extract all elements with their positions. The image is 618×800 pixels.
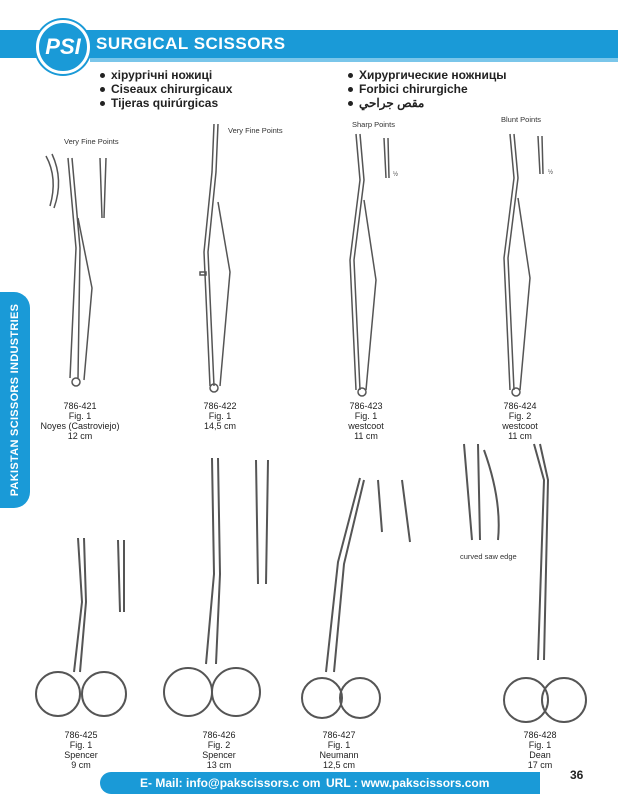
product-size: 14,5 cm (203, 421, 236, 431)
language-list-left (100, 68, 232, 110)
product-fig: Fig. 2 (207, 740, 231, 750)
product-caption-786-423 (321, 401, 411, 441)
scissors-786-426-image (162, 454, 282, 732)
note-blunt-points: Blunt Points (501, 115, 542, 124)
lang-item: Хирургические ножницы (348, 68, 507, 82)
note-very-fine-points-1: Very Fine Points (64, 137, 119, 146)
product-code: 786-427 (322, 730, 356, 740)
product-caption-786-421 (35, 401, 125, 441)
scissors-786-422-image (196, 122, 236, 392)
lang-item: Ciseaux chirurgicaux (100, 82, 232, 96)
lang-item: مقص جراحي (348, 96, 507, 110)
page-number: 36 (570, 768, 584, 782)
product-code: 786-421 (63, 401, 97, 411)
product-fig: Fig. 1 (354, 411, 378, 421)
product-name: westcoot (502, 421, 538, 431)
scissors-786-423-image (340, 130, 400, 396)
product-size: 13 cm (206, 760, 232, 770)
product-fig: Fig. 2 (508, 411, 532, 421)
scissors-786-428-image (454, 440, 594, 734)
header-bar (0, 30, 618, 58)
page-title: SURGICAL SCISSORS (96, 34, 286, 53)
lang-item: Forbici chirurgiche (348, 82, 507, 96)
product-code: 786-426 (202, 730, 236, 740)
product-size: 11 cm (354, 431, 378, 441)
note-curved-saw-edge: curved saw edge (460, 552, 517, 561)
product-size: 12 cm (67, 431, 93, 441)
product-size: 9 cm (71, 760, 91, 770)
product-code: 786-425 (64, 730, 98, 740)
product-name: Spencer (64, 750, 98, 760)
product-caption-786-427 (294, 730, 384, 770)
note-sharp-points: Sharp Points (352, 120, 395, 129)
product-caption-786-422 (175, 401, 265, 431)
product-fig: Fig. 1 (69, 740, 93, 750)
product-fig: Fig. 1 (68, 411, 92, 421)
product-name: westcoot (348, 421, 384, 431)
product-code: 786-428 (523, 730, 557, 740)
footer-email[interactable]: E- Mail: info@pakscissors.c om (140, 776, 321, 790)
product-fig: Fig. 1 (528, 740, 552, 750)
psi-logo (36, 20, 90, 74)
lang-item: Tijeras quirúrgicas (100, 96, 232, 110)
product-name: Noyes (Castroviejo) (40, 421, 120, 431)
scale-mark: ½ (548, 170, 554, 176)
scissors-786-427-image (298, 472, 428, 734)
product-code: 786-422 (203, 401, 237, 411)
product-caption-786-425 (36, 730, 126, 770)
footer-url[interactable]: URL : www.pakscissors.com (326, 776, 490, 790)
scissors-786-421-image (40, 148, 120, 398)
product-caption-786-426 (174, 730, 264, 770)
product-name: Neumann (319, 750, 359, 760)
product-size: 12,5 cm (322, 760, 355, 770)
product-size: 17 cm (527, 760, 553, 770)
product-size: 11 cm (508, 431, 532, 441)
product-code: 786-423 (349, 401, 383, 411)
logo-text: PSI (45, 34, 81, 59)
scissors-786-424-image (496, 128, 556, 396)
product-fig: Fig. 1 (208, 411, 232, 421)
scissors-786-425-image (34, 532, 144, 732)
header-underline (90, 58, 618, 62)
product-caption-786-428 (495, 730, 585, 770)
language-list-right (348, 68, 507, 110)
product-caption-786-424 (475, 401, 565, 441)
product-name: Spencer (202, 750, 236, 760)
side-banner-text: PAKISTAN SCISSORS INDUSTRIES (9, 303, 21, 497)
product-name: Dean (529, 750, 551, 760)
note-very-fine-points-2: Very Fine Points (228, 126, 283, 135)
lang-item: хірургічні ножиці (100, 68, 232, 82)
product-fig: Fig. 1 (327, 740, 351, 750)
scale-mark: ½ (393, 172, 399, 178)
product-code: 786-424 (503, 401, 537, 411)
